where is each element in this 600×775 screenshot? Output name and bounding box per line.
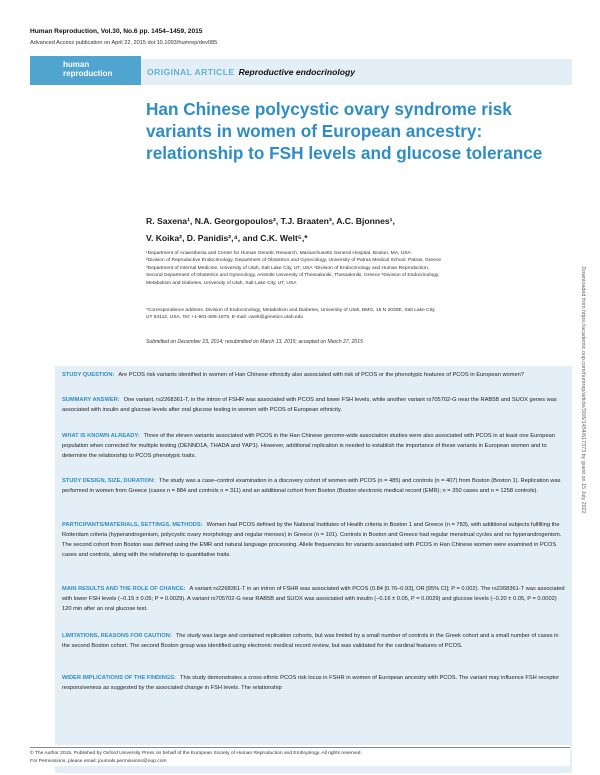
logo-line-1: human <box>63 60 90 69</box>
affiliation-line: ²Division of Reproductive Endocrinology, Department of Obstetrics and Gynecology, University of Patras Medical School, Patras, Greece <box>146 258 442 264</box>
abstract-summary-answer <box>62 395 565 415</box>
abstract-text: Are PCOS risk variants identified in women of Han Chinese ethnicity also associated with risk of PCOS or the phenotypic features of PCOS in European women? <box>118 372 524 378</box>
access-publication-info: Advanced Access publication on April 22, 2015 doi:10.1093/humrep/dev085 <box>30 40 218 46</box>
abstract-text: The study was a case–control examination in a discovery cohort of women with PCOS (n = 485) and controls (n = 407) from Boston (Boston 1). Replication was performed in women from Greece (cases n = 884 and controls n = 311) and an additional cohort from Boston (Boston electronic medical record (EMR); n = 350 cases and n = 1258 controls). <box>62 478 561 494</box>
abstract-text: Three of the eleven variants associated with PCOS in the Han Chinese genome-wide association studies were also associated with PCOS in at least one European population when corrected for multiple testing (DENND1A, THADA and YAP1). However, additional replication is needed to establish the importance of these variants in European women and to determine the relationship to PCOS phenotypic traits. <box>62 433 555 459</box>
download-watermark-text: Downloaded from https://academic.oup.com/humrep/article/30/6/1454/617373 by guest on 15 July 2022 <box>580 266 586 514</box>
abstract-known-already <box>62 431 565 461</box>
submission-dates: Submitted on December 23, 2014; resubmitted on March 13, 2015; accepted on March 27, 2015 <box>146 339 363 345</box>
abstract-study-design <box>62 476 565 496</box>
abstract-heading: WIDER IMPLICATIONS OF THE FINDINGS: <box>62 675 176 681</box>
abstract-heading: STUDY QUESTION: <box>62 372 115 378</box>
abstract-text: One variant, rs2268361-T, in the intron of FSHR was associated with PCOS and lower FSH levels, while another variant rs705702-G near the RAB5B and SUOX genes was associated with insulin and glucose levels after oral glucose testing in women with PCOS of European ethnicity. <box>62 397 557 413</box>
author-line: R. Saxena¹, N.A. Georgopoulos², T.J. Braaten³, A.C. Bjonnes¹, <box>146 216 395 226</box>
correspondence-line: *Correspondence address. Division of Endocrinology, Metabolism and Diabetes, University of Utah, BMG, 15 N 2030E, Salt Lake City, <box>146 308 436 313</box>
footer-divider <box>30 747 570 748</box>
abstract-participants-methods <box>62 520 565 560</box>
article-topic: Reproductive endocrinology <box>238 67 356 77</box>
abstract-text: A variant rs2268361-T in an intron of FSHR was associated with PCOS (0.84 [0.76–0.93], OR [95% CI]; P = 0.002). The rs2268361-T was associated with lower FSH levels (−0.15 ± 0.05; P = 0.0029). A variant rs705702-G near RAB5B and SUOX was associated with insulin (−0.16 ± 0.05, P = 0.0029) and glucose levels (−0.20 ± 0.05, P = 0.0002) 120 min after an oral glucose test. <box>62 586 565 612</box>
abstract-main-results <box>62 584 565 614</box>
abstract-heading: STUDY DESIGN, SIZE, DURATION: <box>62 478 156 484</box>
journal-citation: Human Reproduction, Vol.30, No.6 pp. 1454–1459, 2015 <box>30 28 203 35</box>
permissions-notice: For Permissions, please email: journals.permissions@oup.com <box>30 758 167 764</box>
copyright-notice: © The Author 2015. Published by Oxford University Press on behalf of the European Society of Human Reproduction and Embryology. All rights reserved. <box>30 750 362 756</box>
abstract-study-question <box>62 370 565 380</box>
abstract-heading: PARTICIPANTS/MATERIALS, SETTINGS, METHODS: <box>62 522 203 528</box>
logo-line-2: reproduction <box>63 69 113 78</box>
abstract-limitations <box>62 631 565 651</box>
page-footer <box>30 745 570 766</box>
abstract-box <box>55 366 572 773</box>
abstract-heading: LIMITATIONS, REASONS FOR CAUTION: <box>62 633 172 639</box>
affiliation-line: ³Department of Internal Medicine, University of Utah, Salt Lake City, UT, USA ⁴Division of Endocrinology and Human Reproduction, <box>146 265 430 271</box>
download-watermark <box>577 210 589 570</box>
article-title: Han Chinese polycystic ovary syndrome risk variants in women of European ancestry: relationship to FSH levels and glucose tolerance <box>146 99 543 163</box>
affiliation-line: Second Department of Obstetrics and Gynecology, Aristotle University of Thessaloniki, Thessaloniki, Greece ⁵Division of Endocrinology, <box>146 273 440 279</box>
abstract-text: This study demonstrates a cross ethnic PCOS risk locus in FSHR in women of European ancestry with PCOS. The variant may influence FSH receptor responsiveness as suggested by the associated change in FSH levels. The relationship <box>62 675 560 691</box>
author-line: V. Koika², D. Panidis²,⁴, and C.K. Welt⁵,* <box>146 233 308 243</box>
abstract-heading: SUMMARY ANSWER: <box>62 397 120 403</box>
abstract-text: Women had PCOS defined by the National Institutes of Health criteria in Boston 1 and Greece (n = 783), with additional subjects fulfilling the Rotterdam criteria (hyperandrogenism, polycystic ovary morphology and regular menses) in Greece (n = 101). Controls in Boston and Greece had regular menstrual cycles and no hyperandrogenism. The second cohort from Boston was defined using the EMR and natural language processing. Allele frequencies for variants associated with PCOS in Han Chinese women were examined in PCOS cases and controls, along with the relationship to quantitative traits. <box>62 522 562 558</box>
abstract-heading: MAIN RESULTS AND THE ROLE OF CHANCE: <box>62 586 186 592</box>
abstract-wider-implications <box>62 673 565 693</box>
article-type-label: ORIGINAL ARTICLE <box>147 67 235 77</box>
correspondence <box>146 307 566 322</box>
abstract-heading: WHAT IS KNOWN ALREADY: <box>62 433 140 439</box>
affiliations <box>146 250 566 287</box>
correspondence-line: UT 84112, USA. Tel: +1-801-585-1875. E-mail: cwelt@genetics.utah.edu <box>146 315 304 321</box>
affiliation-line: ¹Department of Anaesthesia and Center for Human Genetic Research, Massachusetts General Hospital, Boston, MA, USA <box>146 251 411 256</box>
journal-logo <box>30 56 141 85</box>
abstract-text: The study was large and contained replication cohorts, but was limited by a small number of controls in the Greek cohort and a small number of cases in the second Boston cohort. The second Boston group was identified using electronic medical record review, but was validated for the cardinal features of PCOS. <box>62 633 559 649</box>
article-type <box>147 67 355 77</box>
author-list <box>146 213 566 247</box>
affiliation-line: Metabolism and Diabetes, University of Utah, Salt Lake City, UT, USA <box>146 280 297 286</box>
